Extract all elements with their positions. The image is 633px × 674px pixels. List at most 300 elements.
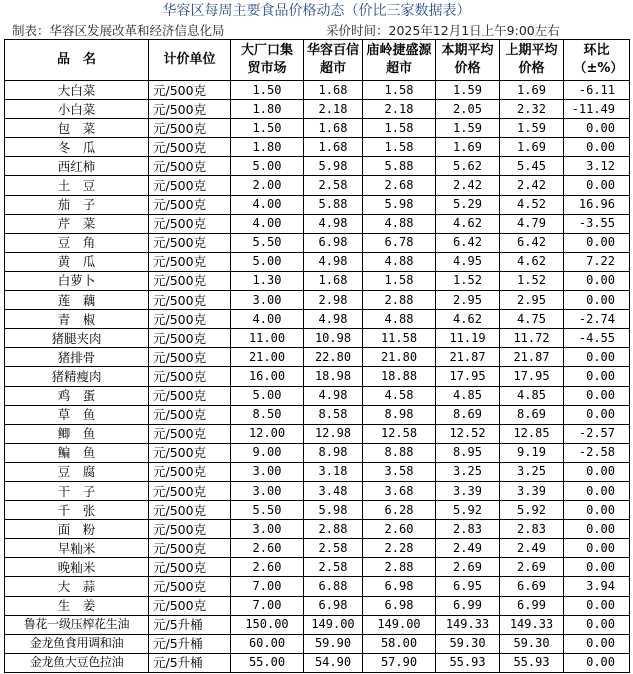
row-price-market1: 1.50 bbox=[231, 119, 304, 138]
row-price-market2: 1.68 bbox=[304, 271, 363, 290]
row-avg-price: 5.62 bbox=[436, 157, 500, 176]
row-change: -2.58 bbox=[564, 443, 630, 462]
row-change: 0.00 bbox=[564, 119, 630, 138]
row-change: 0.00 bbox=[564, 348, 630, 367]
row-price-market2: 1.68 bbox=[304, 81, 363, 100]
row-name: 包 菜 bbox=[5, 119, 149, 138]
row-price-market3: 3.58 bbox=[363, 462, 436, 481]
row-prev-price: 6.69 bbox=[500, 577, 564, 596]
row-name: 豆 角 bbox=[5, 233, 149, 252]
row-price-market2: 3.48 bbox=[304, 481, 363, 500]
row-change: -11.49 bbox=[564, 100, 630, 119]
row-price-market2: 2.58 bbox=[304, 539, 363, 558]
row-unit: 元/500克 bbox=[149, 405, 231, 424]
row-prev-price: 2.95 bbox=[500, 291, 564, 310]
row-prev-price: 9.19 bbox=[500, 443, 564, 462]
row-price-market2: 1.68 bbox=[304, 119, 363, 138]
row-price-market3: 1.58 bbox=[363, 81, 436, 100]
table-row bbox=[5, 653, 630, 672]
row-unit: 元/500克 bbox=[149, 195, 231, 214]
row-unit: 元/500克 bbox=[149, 81, 231, 100]
row-change: -3.55 bbox=[564, 214, 630, 233]
row-unit: 元/500克 bbox=[149, 443, 231, 462]
price-table bbox=[4, 39, 630, 673]
row-avg-price: 4.62 bbox=[436, 310, 500, 329]
row-change: 16.96 bbox=[564, 195, 630, 214]
row-price-market1: 3.00 bbox=[231, 481, 304, 500]
row-price-market2: 59.90 bbox=[304, 634, 363, 653]
row-unit: 元/500克 bbox=[149, 271, 231, 290]
row-name: 猪排骨 bbox=[5, 348, 149, 367]
row-price-market3: 4.88 bbox=[363, 310, 436, 329]
header-market1 bbox=[231, 40, 304, 81]
header-name: 品 名 bbox=[5, 40, 149, 81]
row-price-market2: 54.90 bbox=[304, 653, 363, 672]
row-unit: 元/500克 bbox=[149, 520, 231, 539]
row-price-market1: 1.80 bbox=[231, 138, 304, 157]
row-price-market3: 4.88 bbox=[363, 252, 436, 271]
row-change: 0.00 bbox=[564, 653, 630, 672]
table-row bbox=[5, 424, 630, 443]
row-price-market2: 18.98 bbox=[304, 367, 363, 386]
row-unit: 元/500克 bbox=[149, 119, 231, 138]
row-name: 黄 瓜 bbox=[5, 252, 149, 271]
row-price-market2: 6.88 bbox=[304, 577, 363, 596]
row-change: -6.11 bbox=[564, 81, 630, 100]
row-price-market2: 4.98 bbox=[304, 214, 363, 233]
row-unit: 元/500克 bbox=[149, 481, 231, 500]
row-prev-price: 4.62 bbox=[500, 252, 564, 271]
row-price-market1: 8.50 bbox=[231, 405, 304, 424]
header-market2 bbox=[304, 40, 363, 81]
row-price-market1: 5.00 bbox=[231, 252, 304, 271]
header-avg bbox=[436, 40, 500, 81]
row-price-market3: 149.00 bbox=[363, 615, 436, 634]
row-price-market3: 8.88 bbox=[363, 443, 436, 462]
row-avg-price: 1.69 bbox=[436, 138, 500, 157]
row-price-market3: 8.98 bbox=[363, 405, 436, 424]
row-price-market2: 149.00 bbox=[304, 615, 363, 634]
row-price-market2: 6.98 bbox=[304, 596, 363, 615]
row-name: 金龙鱼大豆色拉油 bbox=[5, 653, 149, 672]
row-unit: 元/500克 bbox=[149, 501, 231, 520]
row-price-market1: 1.30 bbox=[231, 271, 304, 290]
row-price-market3: 18.88 bbox=[363, 367, 436, 386]
row-price-market1: 4.00 bbox=[231, 195, 304, 214]
row-avg-price: 5.29 bbox=[436, 195, 500, 214]
row-price-market2: 5.88 bbox=[304, 195, 363, 214]
row-name: 小白菜 bbox=[5, 100, 149, 119]
row-prev-price: 2.69 bbox=[500, 558, 564, 577]
row-price-market1: 2.00 bbox=[231, 176, 304, 195]
row-price-market2: 2.88 bbox=[304, 520, 363, 539]
row-price-market1: 150.00 bbox=[231, 615, 304, 634]
row-unit: 元/500克 bbox=[149, 577, 231, 596]
row-change: 0.00 bbox=[564, 291, 630, 310]
row-price-market1: 5.50 bbox=[231, 501, 304, 520]
row-name: 白萝卜 bbox=[5, 271, 149, 290]
table-row bbox=[5, 443, 630, 462]
row-avg-price: 4.62 bbox=[436, 214, 500, 233]
row-change: 0.00 bbox=[564, 405, 630, 424]
row-unit: 元/500克 bbox=[149, 386, 231, 405]
row-avg-price: 1.59 bbox=[436, 119, 500, 138]
row-prev-price: 4.75 bbox=[500, 310, 564, 329]
row-change: 0.00 bbox=[564, 615, 630, 634]
row-change: 0.00 bbox=[564, 138, 630, 157]
table-row bbox=[5, 558, 630, 577]
table-row bbox=[5, 138, 630, 157]
row-change: 0.00 bbox=[564, 367, 630, 386]
row-change: 0.00 bbox=[564, 539, 630, 558]
row-price-market2: 4.98 bbox=[304, 310, 363, 329]
row-avg-price: 5.92 bbox=[436, 501, 500, 520]
row-price-market2: 22.80 bbox=[304, 348, 363, 367]
table-row bbox=[5, 596, 630, 615]
row-unit: 元/500克 bbox=[149, 367, 231, 386]
row-price-market1: 55.00 bbox=[231, 653, 304, 672]
row-price-market3: 2.60 bbox=[363, 520, 436, 539]
row-price-market2: 10.98 bbox=[304, 329, 363, 348]
row-price-market3: 2.68 bbox=[363, 176, 436, 195]
row-prev-price: 21.87 bbox=[500, 348, 564, 367]
row-price-market2: 8.98 bbox=[304, 443, 363, 462]
row-prev-price: 5.45 bbox=[500, 157, 564, 176]
row-name: 茄 子 bbox=[5, 195, 149, 214]
table-row bbox=[5, 81, 630, 100]
row-name: 鲫 鱼 bbox=[5, 424, 149, 443]
row-unit: 元/500克 bbox=[149, 252, 231, 271]
row-price-market1: 12.00 bbox=[231, 424, 304, 443]
row-unit: 元/500克 bbox=[149, 214, 231, 233]
row-prev-price: 6.42 bbox=[500, 233, 564, 252]
row-price-market3: 4.58 bbox=[363, 386, 436, 405]
row-name: 莲 藕 bbox=[5, 291, 149, 310]
row-name: 早籼米 bbox=[5, 539, 149, 558]
row-price-market3: 3.68 bbox=[363, 481, 436, 500]
table-row bbox=[5, 329, 630, 348]
table-row bbox=[5, 405, 630, 424]
table-row bbox=[5, 157, 630, 176]
table-row bbox=[5, 634, 630, 653]
table-row bbox=[5, 252, 630, 271]
row-price-market1: 3.00 bbox=[231, 291, 304, 310]
row-unit: 元/500克 bbox=[149, 539, 231, 558]
table-row bbox=[5, 501, 630, 520]
row-avg-price: 6.95 bbox=[436, 577, 500, 596]
row-unit: 元/500克 bbox=[149, 462, 231, 481]
row-price-market2: 8.58 bbox=[304, 405, 363, 424]
compiler-label: 制表：华容区发展改革和经济信息化局 bbox=[12, 23, 225, 38]
row-prev-price: 149.33 bbox=[500, 615, 564, 634]
row-price-market3: 6.28 bbox=[363, 501, 436, 520]
row-price-market1: 2.60 bbox=[231, 558, 304, 577]
header-row bbox=[5, 40, 630, 81]
row-name: 青 椒 bbox=[5, 310, 149, 329]
row-unit: 元/5升桶 bbox=[149, 653, 231, 672]
row-prev-price: 11.72 bbox=[500, 329, 564, 348]
row-avg-price: 4.95 bbox=[436, 252, 500, 271]
row-name: 大 蒜 bbox=[5, 577, 149, 596]
row-avg-price: 4.85 bbox=[436, 386, 500, 405]
row-change: 0.00 bbox=[564, 386, 630, 405]
row-price-market2: 12.98 bbox=[304, 424, 363, 443]
row-unit: 元/500克 bbox=[149, 558, 231, 577]
table-row bbox=[5, 291, 630, 310]
row-change: 3.94 bbox=[564, 577, 630, 596]
row-change: 0.00 bbox=[564, 596, 630, 615]
header-change bbox=[564, 40, 630, 81]
header-prev bbox=[500, 40, 564, 81]
row-unit: 元/500克 bbox=[149, 329, 231, 348]
row-avg-price: 149.33 bbox=[436, 615, 500, 634]
row-price-market1: 11.00 bbox=[231, 329, 304, 348]
row-prev-price: 12.85 bbox=[500, 424, 564, 443]
row-price-market3: 1.58 bbox=[363, 271, 436, 290]
row-name: 生 姜 bbox=[5, 596, 149, 615]
header-avg-text: 本期平均价格 bbox=[441, 43, 494, 76]
row-price-market1: 4.00 bbox=[231, 310, 304, 329]
row-price-market1: 3.00 bbox=[231, 520, 304, 539]
row-change: 7.22 bbox=[564, 252, 630, 271]
header-unit: 计价单位 bbox=[149, 40, 231, 81]
table-body bbox=[5, 81, 630, 673]
row-prev-price: 6.99 bbox=[500, 596, 564, 615]
row-prev-price: 1.69 bbox=[500, 138, 564, 157]
header-market3 bbox=[363, 40, 436, 81]
table-title: 华容区每周主要食品价格动态（价比三家数据表） bbox=[162, 3, 471, 19]
row-avg-price: 3.39 bbox=[436, 481, 500, 500]
row-prev-price: 4.52 bbox=[500, 195, 564, 214]
row-change: 3.12 bbox=[564, 157, 630, 176]
row-avg-price: 2.49 bbox=[436, 539, 500, 558]
row-prev-price: 2.83 bbox=[500, 520, 564, 539]
row-price-market3: 57.90 bbox=[363, 653, 436, 672]
row-prev-price: 1.69 bbox=[500, 81, 564, 100]
row-price-market3: 12.58 bbox=[363, 424, 436, 443]
row-change: 0.00 bbox=[564, 558, 630, 577]
row-price-market2: 2.58 bbox=[304, 558, 363, 577]
row-change: 0.00 bbox=[564, 501, 630, 520]
table-row bbox=[5, 520, 630, 539]
row-unit: 元/5升桶 bbox=[149, 615, 231, 634]
row-price-market3: 2.88 bbox=[363, 558, 436, 577]
row-price-market1: 5.50 bbox=[231, 233, 304, 252]
row-price-market1: 3.00 bbox=[231, 462, 304, 481]
row-avg-price: 8.69 bbox=[436, 405, 500, 424]
row-avg-price: 2.42 bbox=[436, 176, 500, 195]
row-unit: 元/500克 bbox=[149, 176, 231, 195]
table-row bbox=[5, 462, 630, 481]
row-avg-price: 59.30 bbox=[436, 634, 500, 653]
row-unit: 元/5升桶 bbox=[149, 634, 231, 653]
table-row bbox=[5, 271, 630, 290]
row-avg-price: 2.95 bbox=[436, 291, 500, 310]
row-price-market1: 5.00 bbox=[231, 386, 304, 405]
row-price-market3: 6.78 bbox=[363, 233, 436, 252]
row-name: 豆 腐 bbox=[5, 462, 149, 481]
table-row bbox=[5, 348, 630, 367]
table-row bbox=[5, 233, 630, 252]
row-unit: 元/500克 bbox=[149, 348, 231, 367]
row-price-market3: 1.58 bbox=[363, 138, 436, 157]
row-change: 0.00 bbox=[564, 233, 630, 252]
row-prev-price: 1.59 bbox=[500, 119, 564, 138]
row-name: 大白菜 bbox=[5, 81, 149, 100]
row-price-market3: 2.88 bbox=[363, 291, 436, 310]
row-prev-price: 55.93 bbox=[500, 653, 564, 672]
table-row bbox=[5, 214, 630, 233]
row-prev-price: 3.25 bbox=[500, 462, 564, 481]
row-prev-price: 2.32 bbox=[500, 100, 564, 119]
row-prev-price: 4.85 bbox=[500, 386, 564, 405]
row-prev-price: 2.49 bbox=[500, 539, 564, 558]
row-prev-price: 17.95 bbox=[500, 367, 564, 386]
row-change: 0.00 bbox=[564, 520, 630, 539]
row-price-market1: 7.00 bbox=[231, 577, 304, 596]
row-avg-price: 11.19 bbox=[436, 329, 500, 348]
row-name: 鳊 鱼 bbox=[5, 443, 149, 462]
row-change: -4.55 bbox=[564, 329, 630, 348]
row-change: 0.00 bbox=[564, 634, 630, 653]
row-price-market1: 7.00 bbox=[231, 596, 304, 615]
row-price-market1: 4.00 bbox=[231, 214, 304, 233]
table-row bbox=[5, 195, 630, 214]
row-unit: 元/500克 bbox=[149, 157, 231, 176]
row-price-market2: 1.68 bbox=[304, 138, 363, 157]
table-meta bbox=[0, 22, 633, 39]
header-market3-text: 庙岭捷盛源超市 bbox=[366, 43, 432, 76]
row-price-market3: 6.98 bbox=[363, 596, 436, 615]
row-name: 晚籼米 bbox=[5, 558, 149, 577]
row-unit: 元/500克 bbox=[149, 291, 231, 310]
row-price-market3: 6.98 bbox=[363, 577, 436, 596]
table-row bbox=[5, 386, 630, 405]
row-price-market3: 1.58 bbox=[363, 119, 436, 138]
table-row bbox=[5, 119, 630, 138]
row-price-market2: 4.98 bbox=[304, 386, 363, 405]
row-prev-price: 4.79 bbox=[500, 214, 564, 233]
table-row bbox=[5, 310, 630, 329]
row-avg-price: 55.93 bbox=[436, 653, 500, 672]
row-avg-price: 21.87 bbox=[436, 348, 500, 367]
row-price-market3: 5.98 bbox=[363, 195, 436, 214]
row-change: 0.00 bbox=[564, 271, 630, 290]
header-market1-text: 大厂口集贸市场 bbox=[240, 43, 293, 76]
row-name: 西红柿 bbox=[5, 157, 149, 176]
row-avg-price: 6.99 bbox=[436, 596, 500, 615]
row-change: 0.00 bbox=[564, 176, 630, 195]
header-market2-text: 华容百信超市 bbox=[306, 43, 359, 76]
row-price-market3: 2.18 bbox=[363, 100, 436, 119]
row-price-market1: 1.80 bbox=[231, 100, 304, 119]
row-price-market3: 2.28 bbox=[363, 539, 436, 558]
row-avg-price: 2.05 bbox=[436, 100, 500, 119]
row-prev-price: 2.42 bbox=[500, 176, 564, 195]
row-avg-price: 6.42 bbox=[436, 233, 500, 252]
row-price-market3: 5.88 bbox=[363, 157, 436, 176]
row-prev-price: 8.69 bbox=[500, 405, 564, 424]
row-price-market2: 3.18 bbox=[304, 462, 363, 481]
row-price-market1: 21.00 bbox=[231, 348, 304, 367]
row-change: 0.00 bbox=[564, 481, 630, 500]
collect-time-label: 采价时间：2025年12月1日上午9:00左右 bbox=[326, 23, 560, 38]
row-price-market2: 2.58 bbox=[304, 176, 363, 195]
row-change: 0.00 bbox=[564, 462, 630, 481]
row-unit: 元/500克 bbox=[149, 424, 231, 443]
row-avg-price: 1.59 bbox=[436, 81, 500, 100]
row-name: 千 张 bbox=[5, 501, 149, 520]
row-price-market1: 16.00 bbox=[231, 367, 304, 386]
row-name: 芹 菜 bbox=[5, 214, 149, 233]
row-price-market3: 11.58 bbox=[363, 329, 436, 348]
row-unit: 元/500克 bbox=[149, 596, 231, 615]
row-price-market1: 60.00 bbox=[231, 634, 304, 653]
row-avg-price: 1.52 bbox=[436, 271, 500, 290]
row-price-market1: 5.00 bbox=[231, 157, 304, 176]
row-price-market1: 9.00 bbox=[231, 443, 304, 462]
table-row bbox=[5, 539, 630, 558]
table-row bbox=[5, 615, 630, 634]
row-unit: 元/500克 bbox=[149, 310, 231, 329]
row-price-market1: 1.50 bbox=[231, 81, 304, 100]
table-row bbox=[5, 577, 630, 596]
row-name: 猪腿夹肉 bbox=[5, 329, 149, 348]
row-prev-price: 1.52 bbox=[500, 271, 564, 290]
row-name: 冬 瓜 bbox=[5, 138, 149, 157]
row-price-market2: 5.98 bbox=[304, 157, 363, 176]
row-unit: 元/500克 bbox=[149, 100, 231, 119]
row-change: -2.74 bbox=[564, 310, 630, 329]
row-price-market3: 21.80 bbox=[363, 348, 436, 367]
row-name: 干 子 bbox=[5, 481, 149, 500]
table-row bbox=[5, 367, 630, 386]
row-name: 土 豆 bbox=[5, 176, 149, 195]
row-price-market3: 58.00 bbox=[363, 634, 436, 653]
row-price-market2: 4.98 bbox=[304, 252, 363, 271]
row-price-market1: 2.60 bbox=[231, 539, 304, 558]
table-row bbox=[5, 100, 630, 119]
row-prev-price: 59.30 bbox=[500, 634, 564, 653]
row-price-market3: 4.88 bbox=[363, 214, 436, 233]
row-name: 金龙鱼食用调和油 bbox=[5, 634, 149, 653]
row-unit: 元/500克 bbox=[149, 138, 231, 157]
row-avg-price: 8.95 bbox=[436, 443, 500, 462]
row-avg-price: 17.95 bbox=[436, 367, 500, 386]
row-name: 鸡 蛋 bbox=[5, 386, 149, 405]
row-price-market2: 6.98 bbox=[304, 233, 363, 252]
table-row bbox=[5, 481, 630, 500]
header-change-text: 环比（±%） bbox=[573, 43, 624, 76]
row-unit: 元/500克 bbox=[149, 233, 231, 252]
table-row bbox=[5, 176, 630, 195]
row-name: 面 粉 bbox=[5, 520, 149, 539]
row-prev-price: 5.92 bbox=[500, 501, 564, 520]
row-avg-price: 12.52 bbox=[436, 424, 500, 443]
row-name: 鲁花一级压榨花生油 bbox=[5, 615, 149, 634]
row-price-market2: 2.98 bbox=[304, 291, 363, 310]
header-prev-text: 上期平均价格 bbox=[505, 43, 558, 76]
row-avg-price: 3.25 bbox=[436, 462, 500, 481]
row-name: 草 鱼 bbox=[5, 405, 149, 424]
row-price-market2: 2.18 bbox=[304, 100, 363, 119]
row-prev-price: 3.39 bbox=[500, 481, 564, 500]
row-avg-price: 2.83 bbox=[436, 520, 500, 539]
row-change: -2.57 bbox=[564, 424, 630, 443]
row-avg-price: 2.69 bbox=[436, 558, 500, 577]
row-price-market2: 5.98 bbox=[304, 501, 363, 520]
row-name: 猪精瘦肉 bbox=[5, 367, 149, 386]
